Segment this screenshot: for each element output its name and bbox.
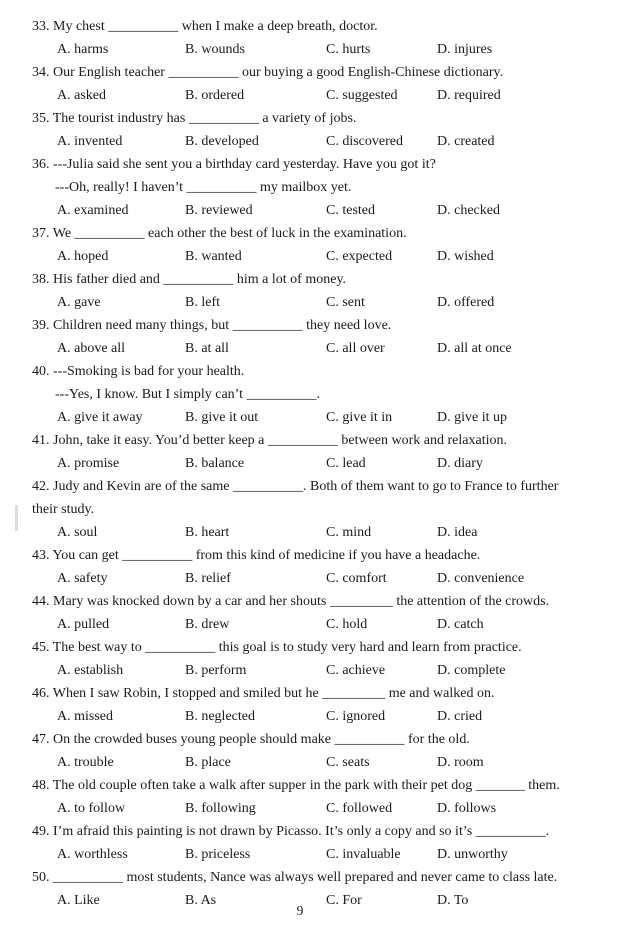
option-c: C. achieve (326, 663, 386, 678)
options-row (32, 38, 612, 61)
option-a: A. asked (57, 88, 106, 103)
question-line: 44. Mary was knocked down by a car and her shouts _________ the attention of the crowds. (32, 594, 550, 609)
question-line: 45. The best way to __________ this goal is to study very hard and learn from practice. (32, 640, 522, 655)
options-row (32, 659, 612, 682)
option-a: A. trouble (57, 755, 114, 770)
option-a: A. examined (57, 203, 129, 218)
option-c: C. tested (326, 203, 375, 218)
options-row (32, 797, 612, 820)
question-line: 39. Children need many things, but __________ they need love. (32, 318, 392, 333)
option-d: D. complete (437, 663, 506, 678)
option-b: B. wanted (185, 249, 242, 264)
option-c: C. hurts (326, 42, 371, 57)
option-a: A. pulled (57, 617, 110, 632)
option-b: B. at all (185, 341, 229, 356)
options-row (32, 705, 612, 728)
question-line: 38. His father died and __________ him a lot of money. (32, 272, 347, 287)
option-d: D. diary (437, 456, 483, 471)
option-b: B. relief (185, 571, 231, 586)
option-b: B. priceless (185, 847, 251, 862)
option-a: A. harms (57, 42, 109, 57)
option-b: B. drew (185, 617, 230, 632)
option-b: B. balance (185, 456, 245, 471)
option-b: B. perform (185, 663, 247, 678)
question-line: 46. When I saw Robin, I stopped and smiled but he _________ me and walked on. (32, 686, 495, 701)
question-line: 33. My chest __________ when I make a deep breath, doctor. (32, 19, 378, 34)
question-line: 41. John, take it easy. You’d better keep a __________ between work and relaxation. (32, 433, 507, 448)
options-row (32, 567, 612, 590)
option-b: B. heart (185, 525, 230, 540)
option-c: C. followed (326, 801, 393, 816)
option-c: C. lead (326, 456, 366, 471)
option-b: B. give it out (185, 410, 259, 425)
options-row (32, 751, 612, 774)
option-c: C. suggested (326, 88, 398, 103)
question-line: 42. Judy and Kevin are of the same __________. Both of them want to go to France to further (32, 479, 559, 494)
option-d: D. checked (437, 203, 500, 218)
option-a: A. to follow (57, 801, 126, 816)
question-line: 49. I’m afraid this painting is not drawn by Picasso. It’s only a copy and so it’s __________. (32, 824, 550, 839)
option-c: C. give it in (326, 410, 393, 425)
options-row (32, 84, 612, 107)
option-c: C. expected (326, 249, 393, 264)
option-c: C. all over (326, 341, 385, 356)
option-b: B. neglected (185, 709, 255, 724)
questions-list (32, 15, 612, 912)
option-c: C. comfort (326, 571, 387, 586)
option-b: B. reviewed (185, 203, 253, 218)
option-d: D. injures (437, 42, 493, 57)
option-a: A. Like (57, 893, 100, 908)
option-d: D. To (437, 893, 469, 908)
option-b: B. following (185, 801, 256, 816)
option-d: D. follows (437, 801, 497, 816)
option-c: C. ignored (326, 709, 386, 724)
option-a: A. gave (57, 295, 101, 310)
option-d: D. required (437, 88, 501, 103)
question-line: 34. Our English teacher __________ our buying a good English-Chinese dictionary. (32, 65, 504, 80)
question-line: 50. __________ most students, Nance was always well prepared and never came to class late. (32, 870, 558, 885)
question-line: 36. ---Julia said she sent you a birthday card yesterday. Have you got it? (32, 157, 436, 172)
question-line: ---Oh, really! I haven’t __________ my mailbox yet. (55, 180, 352, 195)
option-c: C. sent (326, 295, 365, 310)
option-d: D. idea (437, 525, 478, 540)
page-number: 9 (296, 903, 304, 918)
options-row (32, 613, 612, 636)
option-a: A. safety (57, 571, 108, 586)
question-line: 48. The old couple often take a walk after supper in the park with their pet dog _______ them. (32, 778, 560, 793)
option-a: A. invented (57, 134, 123, 149)
option-d: D. room (437, 755, 484, 770)
option-c: C. discovered (326, 134, 403, 149)
option-b: B. place (185, 755, 231, 770)
option-a: A. above all (57, 341, 126, 356)
option-a: A. give it away (57, 410, 143, 425)
question-line: 35. The tourist industry has __________ a variety of jobs. (32, 111, 357, 126)
options-row (32, 291, 612, 314)
option-a: A. promise (57, 456, 120, 471)
options-row (32, 521, 612, 544)
options-row (32, 245, 612, 268)
option-b: B. left (185, 295, 220, 310)
option-c: C. For (326, 893, 362, 908)
option-c: C. invaluable (326, 847, 401, 862)
options-row (32, 406, 612, 429)
option-c: C. hold (326, 617, 368, 632)
option-d: D. cried (437, 709, 483, 724)
option-a: A. worthless (57, 847, 128, 862)
option-b: B. As (185, 893, 217, 908)
option-d: D. offered (437, 295, 495, 310)
question-line: 47. On the crowded buses young people should make __________ for the old. (32, 732, 470, 747)
option-c: C. seats (326, 755, 370, 770)
option-b: B. ordered (185, 88, 245, 103)
options-row (32, 130, 612, 153)
option-a: A. hoped (57, 249, 109, 264)
option-a: A. missed (57, 709, 113, 724)
question-line: 40. ---Smoking is bad for your health. (32, 364, 245, 379)
option-d: D. unworthy (437, 847, 508, 862)
question-line: 37. We __________ each other the best of luck in the examination. (32, 226, 407, 241)
options-row (32, 199, 612, 222)
option-d: D. created (437, 134, 495, 149)
question-line: their study. (32, 502, 95, 517)
option-b: B. developed (185, 134, 259, 149)
option-c: C. mind (326, 525, 372, 540)
option-d: D. convenience (437, 571, 525, 586)
options-row (32, 452, 612, 475)
question-line: 43. You can get __________ from this kind of medicine if you have a headache. (32, 548, 481, 563)
options-row (32, 337, 612, 360)
option-d: D. all at once (437, 341, 512, 356)
option-b: B. wounds (185, 42, 245, 57)
question-line: ---Yes, I know. But I simply can’t __________. (55, 387, 320, 402)
option-d: D. catch (437, 617, 484, 632)
options-row (32, 843, 612, 866)
option-d: D. give it up (437, 410, 507, 425)
option-a: A. establish (57, 663, 124, 678)
scan-edge-artifact (15, 505, 18, 531)
option-d: D. wished (437, 249, 494, 264)
option-a: A. soul (57, 525, 98, 540)
